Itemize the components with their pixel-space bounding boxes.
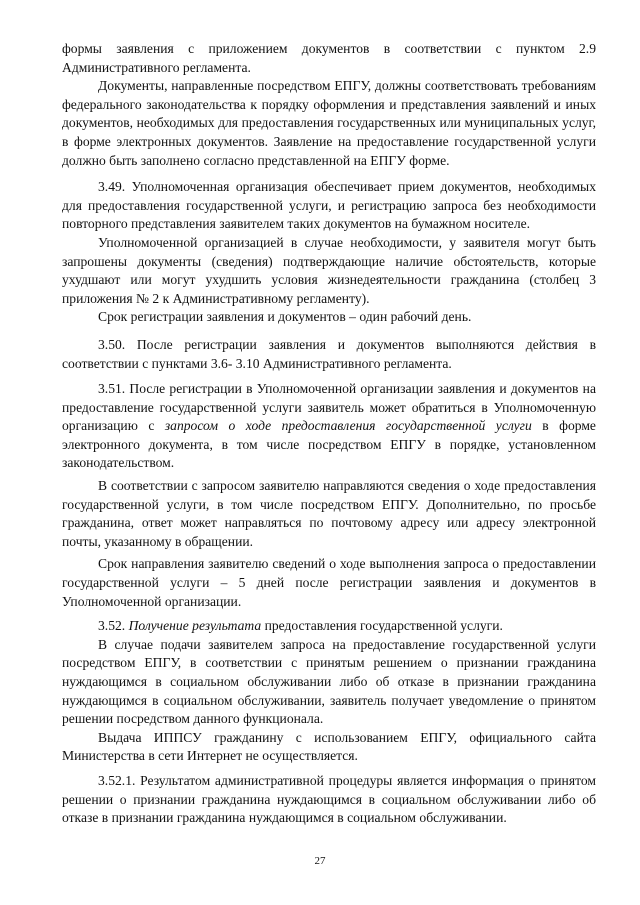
paragraph-decision-notification: В случае подачи заявителем запроса на предоставление государственной услуги посредством ЕПГУ, в соответствии с принятым решением о признании гражданина нуждающимся в социальном обслуживании либо об отказе в признании гражданина нуждающимся в социальном обслуживании, заявитель получает уведомление о принятом решении посредством данного функционала.: [62, 636, 596, 727]
paragraph-3-49: 3.49. Уполномоченная организация обеспечивает прием документов, необходимых для предоставления государственной услуги, и регистрацию запроса без необходимости повторного представления заявителем таких документов на бумажном носителе.: [62, 179, 596, 232]
paragraph-progress-info: В соответствии с запросом заявителю направляются сведения о ходе предоставления государственной услуги, в том числе посредством ЕПГУ. Дополнительно, по просьбе гражданина, ответ может направляться по почтовому адресу или адресу электронной почты, указанному в обращении.: [62, 478, 596, 549]
paragraph-3-52-1: 3.52.1. Результатом административной процедуры является информация о принятом решении о признании гражданина нуждающимся в социальном обслуживании либо об отказе в признании гражданина нуждающимся в социальном обслуживании.: [62, 772, 596, 826]
paragraph-registration-term: Срок регистрации заявления и документов – один рабочий день.: [98, 309, 472, 325]
paragraph-3-50: 3.50. После регистрации заявления и документов выполняются действия в соответствии с пунктами 3.6- 3.10 Административного регламента.: [62, 336, 596, 371]
paragraph-progress-term: Срок направления заявителю сведений о ходе выполнения запроса о предоставлении государственной услуги – 5 дней после регистрации заявления и документов в Уполномоченной организации.: [62, 556, 596, 609]
paragraph-3-52: [62, 617, 596, 636]
document-page: [62, 40, 596, 828]
paragraph-form-continuation: формы заявления с приложением документов в соответствии с пунктом 2.9 Административного регламента.: [62, 41, 596, 75]
paragraph-3-51: [62, 380, 596, 473]
paragraph-requested-documents: Уполномоченной организацией в случае необходимости, у заявителя могут быть запрошены документы (сведения) подтверждающие наличие обстоятельств, которые ухудшают или могут ухудшить условия жизнедеятельности гражданина (столбец 3 приложения № 2 к Административному регламенту).: [62, 234, 596, 306]
paragraph-3-51-text-end: в форме электронного документа, в том числе посредством ЕПГУ в порядке, установленном законодательством.: [62, 418, 596, 471]
paragraph-3-51-text-start: 3.51. После регистрации в Уполномоченной организации заявления и документов на предоставление государственной услуги заявитель может обратиться в Уполномоченную организацию с: [62, 381, 596, 434]
paragraph-3-52-text-start: 3.52.: [98, 618, 129, 634]
paragraph-3-51-italic: запросом о ходе предоставления государственной услуги: [164, 418, 532, 434]
paragraph-3-52-text-end: предоставления государственной услуги.: [261, 618, 503, 634]
paragraph-ippsu-issuance: Выдача ИППСУ гражданину с использованием ЕПГУ, официального сайта Министерства в сети Интернет не осуществляется.: [62, 729, 596, 764]
page-number: 27: [314, 855, 326, 867]
paragraph-epgu-documents: Документы, направленные посредством ЕПГУ, должны соответствовать требованиям федерального законодательства к порядку оформления и представления заявлений и иных документов, необходимых для предоставления государственных или муниципальных услуг, в форме электронных документов. Заявление на предоставление государственной услуги должно быть заполнено согласно представленной на ЕПГУ форме.: [62, 78, 596, 168]
paragraph-3-52-italic: Получение результата: [128, 618, 262, 634]
